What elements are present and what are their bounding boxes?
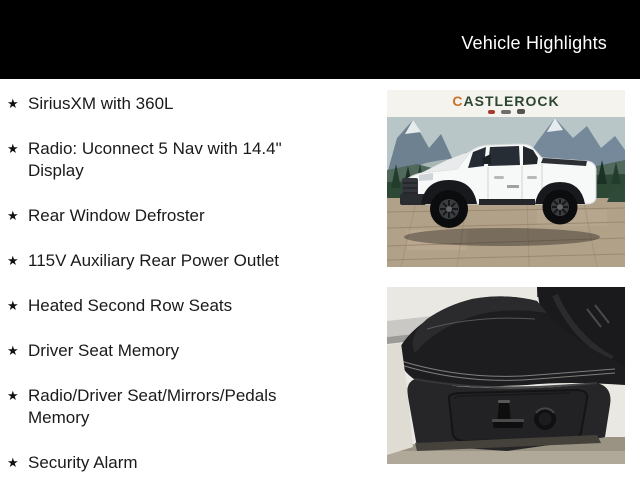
star-bullet-icon: ★ xyxy=(7,208,19,223)
highlight-item xyxy=(7,205,347,227)
rear-wheel xyxy=(543,190,578,225)
brand-logos xyxy=(387,109,625,115)
header-bar xyxy=(0,0,640,79)
dealer-logo xyxy=(387,94,625,109)
highlight-item xyxy=(7,295,347,317)
star-bullet-icon: ★ xyxy=(7,96,19,111)
driver-seat-photo xyxy=(387,287,625,464)
dealer-logo-first-letter: C xyxy=(452,93,464,109)
star-bullet-icon: ★ xyxy=(7,343,19,358)
seat-knob[interactable] xyxy=(534,408,556,430)
star-bullet-icon: ★ xyxy=(7,298,19,313)
front-wheel xyxy=(430,190,468,228)
highlight-label: Driver Seat Memory xyxy=(28,341,180,360)
star-bullet-icon: ★ xyxy=(7,253,19,268)
highlight-label: Radio: Uconnect 5 Nav with 14.4" Display xyxy=(28,139,282,180)
seat-illustration xyxy=(387,287,625,464)
highlight-label: Heated Second Row Seats xyxy=(28,296,233,315)
highlight-item xyxy=(7,385,347,429)
highlight-item xyxy=(7,452,347,474)
highlight-label: SiriusXM with 360L xyxy=(28,94,174,113)
highlight-label: Security Alarm xyxy=(28,453,138,472)
highlight-item xyxy=(7,93,347,115)
highlight-label: 115V Auxiliary Rear Power Outlet xyxy=(28,251,280,270)
star-bullet-icon: ★ xyxy=(7,455,19,470)
brand-mark-icon xyxy=(488,110,495,114)
brand-mark-icon xyxy=(517,109,525,114)
highlight-item xyxy=(7,340,347,362)
highlight-label: Radio/Driver Seat/Mirrors/Pedals Memory xyxy=(28,386,277,427)
dealer-logo-text: ASTLEROCK xyxy=(463,93,560,109)
star-bullet-icon: ★ xyxy=(7,388,19,403)
page-title: Vehicle Highlights xyxy=(461,33,607,53)
highlight-item xyxy=(7,250,347,272)
vehicle-exterior-photo xyxy=(387,90,625,267)
highlight-item xyxy=(7,138,347,182)
exterior-illustration xyxy=(387,90,625,267)
highlights-list xyxy=(0,79,347,480)
star-bullet-icon: ★ xyxy=(7,141,19,156)
brand-mark-icon xyxy=(501,110,511,114)
highlight-label: Rear Window Defroster xyxy=(28,206,205,225)
